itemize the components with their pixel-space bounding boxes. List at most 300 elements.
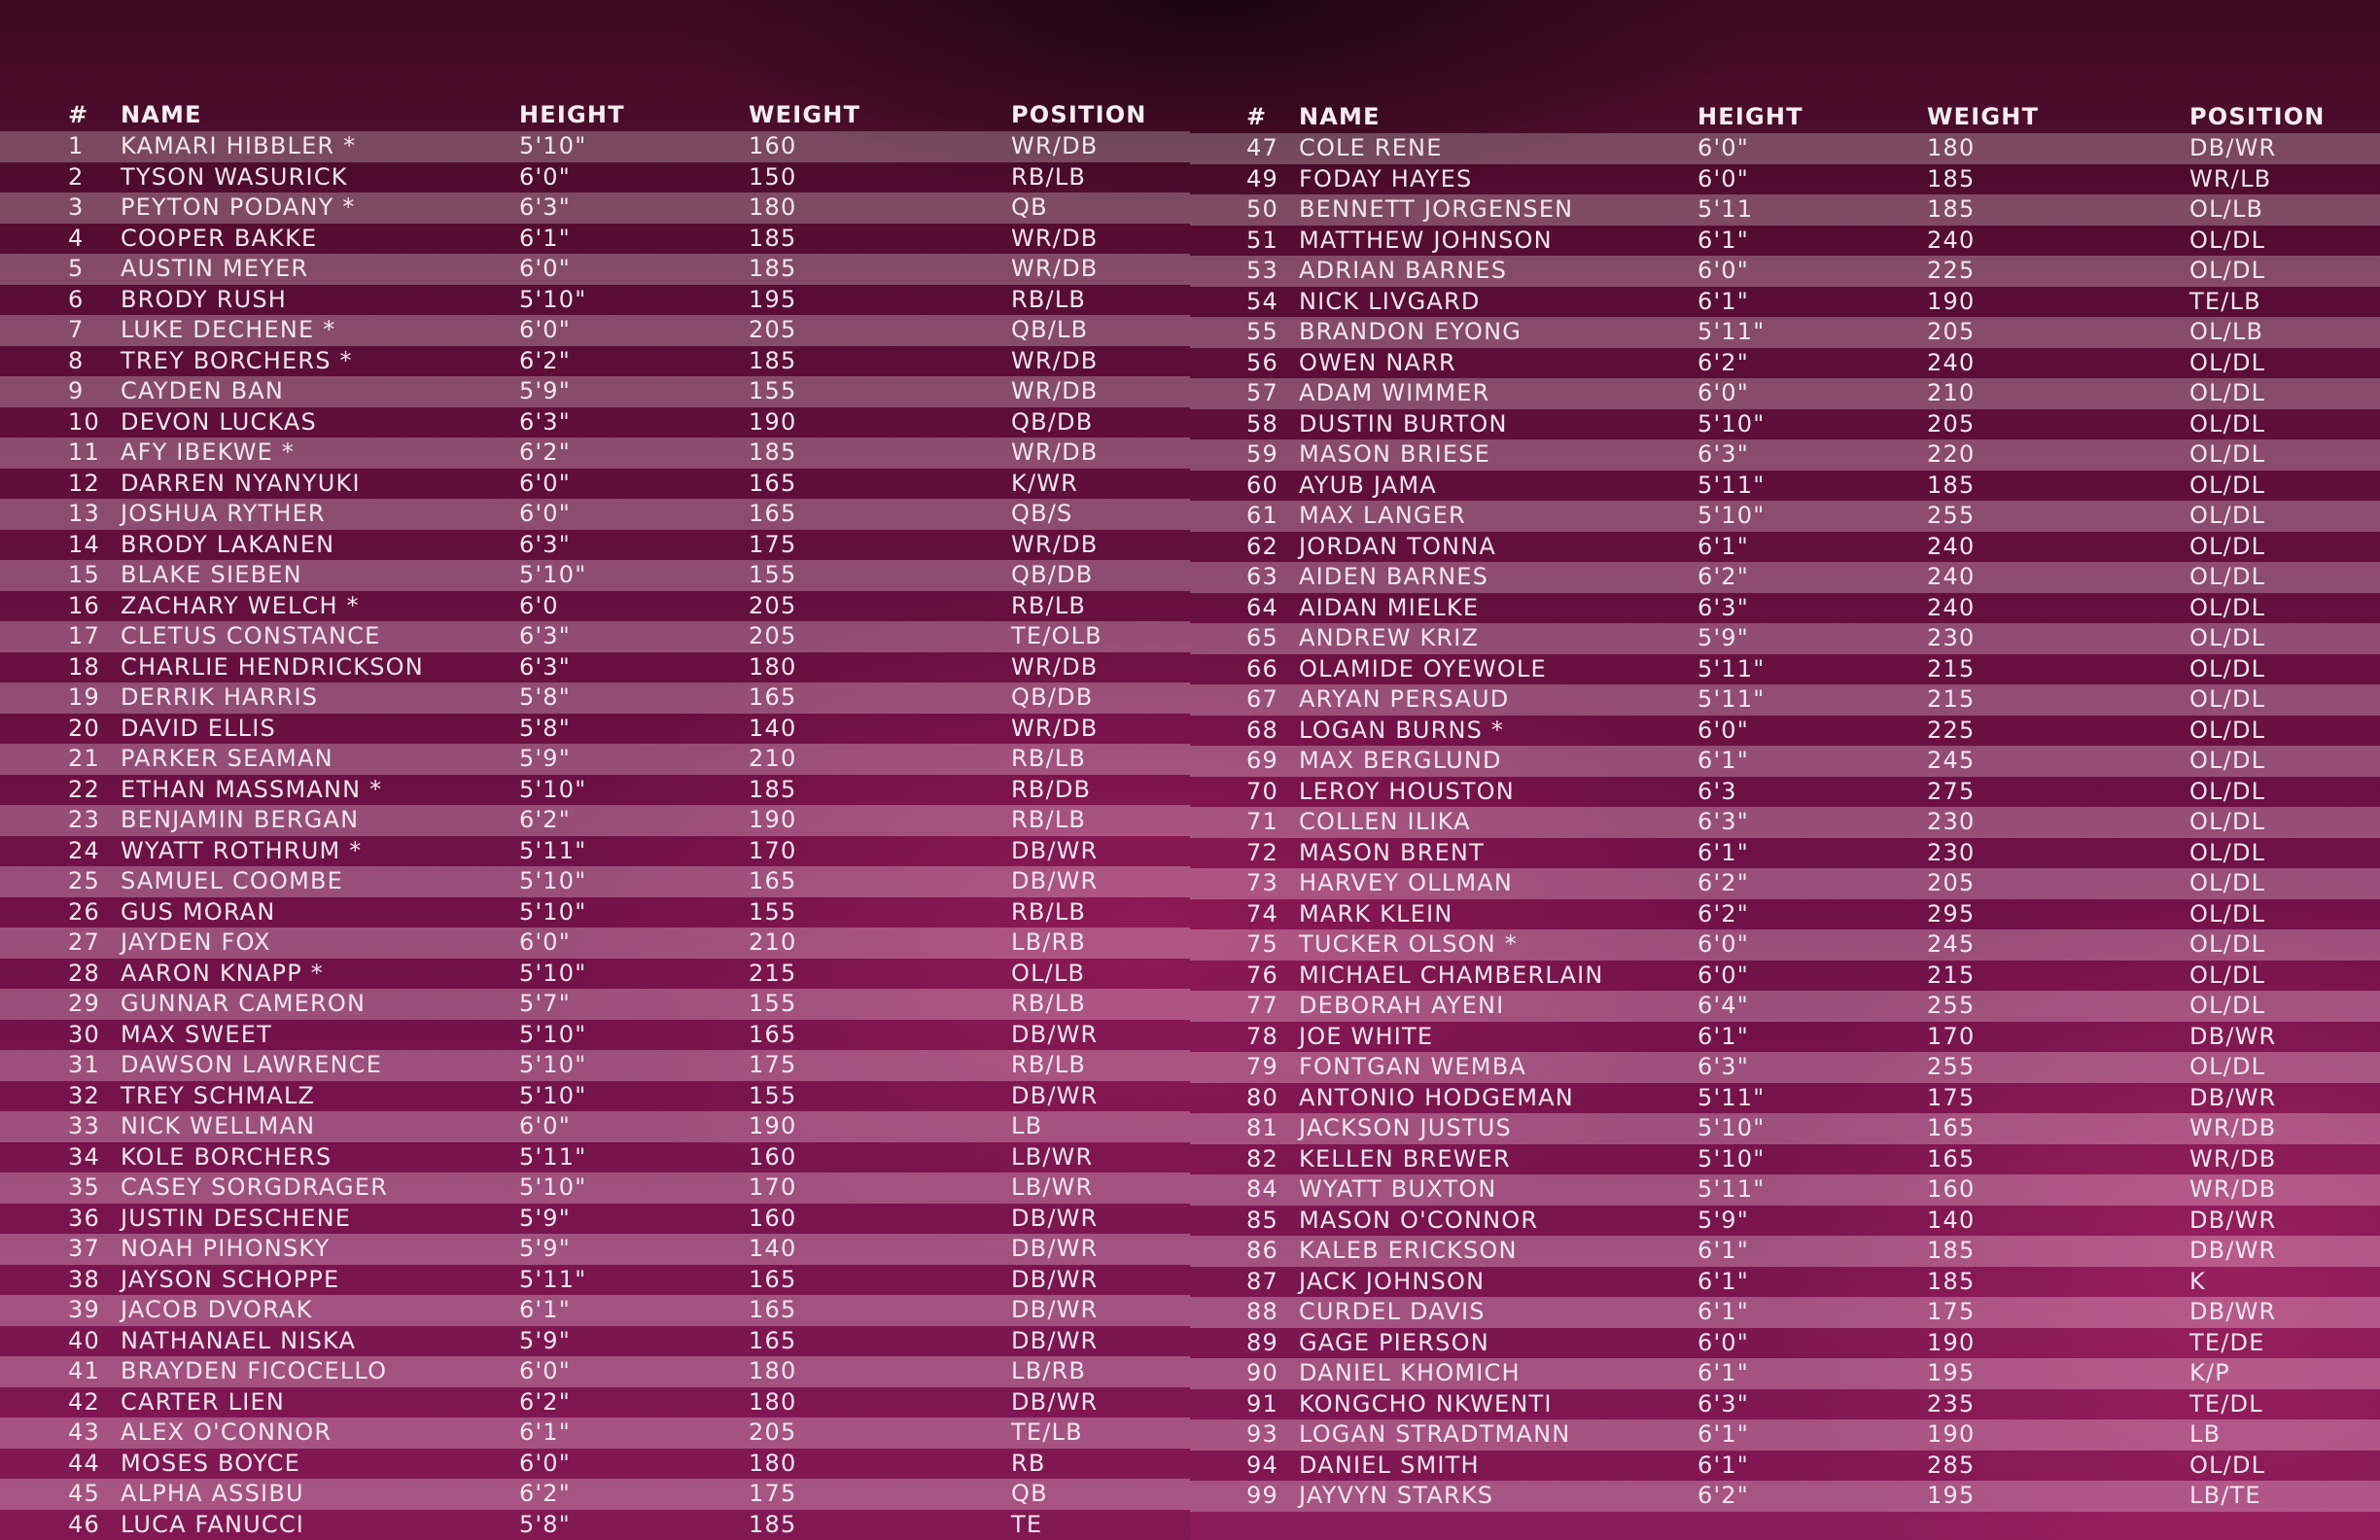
player-number: 36 [68,1204,100,1232]
player-position: DB/WR [2189,1083,2277,1111]
player-position: OL/DL [2189,532,2266,560]
player-height: 6'2" [519,1480,571,1507]
roster-row [0,1326,1190,1357]
player-height: 6'0" [1698,930,1749,958]
player-weight: 180 [749,1387,797,1416]
player-number: 67 [1246,685,1278,713]
player-height: 6'2" [1698,1482,1749,1509]
roster-header [0,100,1190,131]
roster-row [1190,654,2380,685]
player-name: WYATT ROTHRUM * [121,836,363,864]
player-height: 5'10" [519,775,587,803]
player-height: 6'0" [1698,1328,1749,1356]
player-height: 6'1" [1698,287,1749,315]
player-name: SAMUEL COOMBE [121,867,344,894]
player-weight: 165 [1927,1144,1976,1172]
player-height: 5'11" [519,836,587,864]
player-number: 63 [1246,563,1278,590]
player-position: OL/DL [2189,593,2266,621]
roster-row [0,714,1190,745]
player-position: WR/DB [1011,224,1099,252]
player-position: OL/LB [2189,195,2264,223]
player-position: OL/DL [2189,1451,2266,1479]
player-number: 3 [68,193,85,221]
player-position: OL/DL [2189,502,2266,529]
player-position: TE/DL [2189,1389,2263,1418]
player-weight: 205 [1927,409,1976,438]
player-number: 7 [68,316,85,343]
player-position: OL/DL [2189,1053,2266,1080]
player-height: 6'0" [519,469,571,497]
player-position: OL/DL [2189,961,2266,989]
player-position: OL/DL [2189,930,2266,958]
player-weight: 185 [749,438,797,466]
player-weight: 185 [1927,1267,1976,1295]
player-height: 5'10" [519,897,587,926]
player-position: LB/RB [1011,928,1087,956]
roster-row [0,775,1190,806]
roster-row [0,744,1190,775]
roster-row [1190,1358,2380,1389]
roster-row [0,1050,1190,1081]
player-position: OL/DL [2189,777,2266,805]
player-position: RB/LB [1011,285,1087,313]
roster-row [0,224,1190,255]
player-height: 6'2" [1698,899,1749,928]
player-name: COLLEN ILIKA [1299,808,1471,835]
player-weight: 230 [1927,808,1976,835]
roster-row [1190,991,2380,1022]
player-position: K [2189,1267,2206,1295]
player-height: 5'9" [519,1326,571,1354]
player-position: QB [1011,193,1048,221]
player-number: 90 [1246,1359,1278,1386]
player-name: AUSTIN MEYER [121,255,309,282]
player-weight: 240 [1927,593,1976,621]
roster-row [1190,532,2380,563]
player-height: 6'1" [1698,1420,1749,1448]
player-height: 6'0 [519,591,559,619]
player-number: 34 [68,1142,100,1171]
roster-row [0,376,1190,407]
player-name: KALEB ERICKSON [1299,1237,1518,1264]
player-name: ARYAN PERSAUD [1299,685,1510,713]
player-number: 33 [68,1112,100,1139]
player-number: 86 [1246,1237,1278,1264]
player-position: TE/LB [2189,287,2261,315]
player-name: MARK KLEIN [1299,899,1453,928]
player-name: KELLEN BREWER [1299,1144,1511,1172]
header-weight: WEIGHT [749,101,861,128]
player-height: 6'0" [1698,134,1749,161]
player-position: DB/WR [1011,1081,1099,1109]
player-number: 50 [1246,195,1278,223]
roster-row [0,530,1190,561]
player-name: BRANDON EYONG [1299,318,1522,345]
player-weight: 175 [1927,1298,1976,1325]
player-height: 6'1" [1698,1359,1749,1386]
player-weight: 165 [749,867,797,894]
player-name: ETHAN MASSMANN * [121,775,383,803]
player-position: K/P [2189,1359,2230,1386]
player-height: 5'10" [519,561,587,588]
roster-row [1190,409,2380,440]
roster-row [1190,317,2380,348]
player-weight: 160 [749,1142,797,1171]
player-position: RB/LB [1011,897,1087,926]
player-name: BRAYDEN FICOCELLO [121,1357,388,1384]
roster-row [0,866,1190,897]
player-weight: 275 [1927,777,1976,805]
player-name: KAMARI HIBBLER * [121,132,357,159]
player-number: 94 [1246,1451,1278,1479]
player-height: 6'1" [1698,1237,1749,1264]
player-number: 71 [1246,808,1278,835]
roster-row [1190,439,2380,471]
player-height: 5'9" [1698,1206,1749,1234]
player-name: FODAY HAYES [1299,164,1473,192]
roster-row [1190,164,2380,195]
roster-row [1190,348,2380,379]
player-weight: 150 [749,162,797,191]
player-weight: 295 [1927,899,1976,928]
player-name: TREY BORCHERS * [121,346,353,374]
player-position: OL/DL [2189,440,2266,468]
player-weight: 215 [1927,961,1976,989]
player-weight: 160 [1927,1175,1976,1203]
player-name: MASON O'CONNOR [1299,1206,1539,1234]
player-number: 10 [68,407,100,436]
player-position: WR/DB [2189,1144,2277,1172]
roster-row [0,1356,1190,1387]
player-position: DB/WR [1011,1326,1099,1354]
player-height: 6'0" [1698,716,1749,744]
player-number: 46 [68,1510,100,1538]
roster-row [0,346,1190,377]
player-name: ADRIAN BARNES [1299,257,1508,284]
roster-row [0,469,1190,500]
roster-row [1190,562,2380,593]
player-position: OL/DL [2189,379,2266,406]
player-name: GUS MORAN [121,897,276,926]
player-position: QB/DB [1011,561,1094,588]
player-height: 6'2" [519,806,571,833]
player-position: OL/DL [2189,716,2266,744]
player-number: 32 [68,1081,100,1109]
player-name: LOGAN STRADTMANN [1299,1420,1571,1448]
player-height: 5'8" [519,714,571,742]
player-weight: 160 [749,132,797,159]
roster-row [0,897,1190,928]
player-height: 6'2" [519,1387,571,1416]
player-name: JACKSON JUSTUS [1299,1114,1512,1141]
player-number: 65 [1246,624,1278,651]
header-position: POSITION [1011,101,1147,128]
player-position: WR/LB [2189,164,2272,192]
player-name: TUCKER OLSON * [1299,930,1518,958]
roster-row [0,1111,1190,1142]
player-weight: 165 [1927,1114,1976,1141]
player-height: 5'11" [1698,1175,1766,1203]
player-weight: 215 [1927,654,1976,682]
roster-row [1190,1144,2380,1175]
player-weight: 155 [749,990,797,1017]
player-weight: 170 [1927,1022,1976,1050]
player-name: CARTER LIEN [121,1387,286,1416]
player-number: 76 [1246,961,1278,989]
player-weight: 255 [1927,992,1976,1019]
player-height: 6'1" [1698,1298,1749,1325]
player-weight: 140 [749,1235,797,1262]
header-number: # [1246,103,1268,130]
player-number: 37 [68,1235,100,1262]
roster-row [1190,1236,2380,1267]
player-height: 5'10" [1698,409,1766,438]
roster-row [1190,501,2380,532]
player-number: 11 [68,438,100,466]
player-position: TE/DE [2189,1328,2265,1356]
player-position: TE [1011,1510,1043,1538]
player-height: 6'0" [1698,164,1749,192]
player-weight: 205 [749,591,797,619]
roster-row [1190,1052,2380,1083]
player-name: BRODY LAKANEN [121,530,335,558]
player-weight: 165 [749,1020,797,1048]
player-name: DEBORAH AYENI [1299,992,1505,1019]
player-weight: 140 [1927,1206,1976,1234]
player-number: 38 [68,1265,100,1293]
player-weight: 210 [749,745,797,772]
player-number: 40 [68,1326,100,1354]
player-height: 6'3" [519,407,571,436]
player-number: 20 [68,714,100,742]
player-height: 6'4" [1698,992,1749,1019]
player-height: 5'9" [519,745,571,772]
player-number: 19 [68,683,100,711]
roster-row [1190,1174,2380,1206]
player-weight: 195 [749,285,797,313]
player-number: 21 [68,745,100,772]
player-height: 6'3" [1698,808,1749,835]
player-name: ADAM WIMMER [1299,379,1490,406]
player-name: DUSTIN BURTON [1299,409,1508,438]
roster-row [1190,684,2380,716]
player-name: JOE WHITE [1299,1022,1434,1050]
player-weight: 240 [1927,226,1976,254]
player-height: 6'3" [519,530,571,558]
player-weight: 240 [1927,532,1976,560]
player-weight: 205 [1927,869,1976,896]
player-height: 6'0" [519,1112,571,1139]
player-name: CAYDEN BAN [121,377,285,404]
player-number: 62 [1246,532,1278,560]
player-height: 5'9" [1698,624,1749,651]
player-name: MICHAEL CHAMBERLAIN [1299,961,1604,989]
player-number: 59 [1246,440,1278,468]
player-height: 5'10" [519,132,587,159]
player-number: 22 [68,775,100,803]
player-height: 5'9" [519,377,571,404]
roster-row [1190,838,2380,869]
player-name: NOAH PIHONSKY [121,1235,331,1262]
player-name: MAX SWEET [121,1020,272,1048]
player-position: DB/WR [2189,1206,2277,1234]
player-weight: 180 [749,1449,797,1477]
roster-row [0,254,1190,285]
player-name: NICK WELLMAN [121,1112,316,1139]
player-weight: 190 [1927,1328,1976,1356]
player-number: 27 [68,928,100,956]
player-weight: 195 [1927,1482,1976,1509]
player-position: OL/DL [2189,348,2266,376]
player-position: OL/DL [2189,869,2266,896]
player-number: 93 [1246,1420,1278,1448]
player-number: 14 [68,530,100,558]
header-number: # [68,101,89,128]
roster-row [0,1449,1190,1480]
player-weight: 240 [1927,348,1976,376]
roster-row [1190,777,2380,808]
player-position: LB/WR [1011,1173,1094,1201]
player-position: WR/DB [1011,652,1099,681]
player-position: DB/WR [1011,1265,1099,1293]
player-number: 24 [68,836,100,864]
roster-row [1190,194,2380,226]
player-number: 70 [1246,777,1278,805]
player-name: ZACHARY WELCH * [121,591,360,619]
player-name: KOLE BORCHERS [121,1142,332,1171]
player-position: LB [2189,1420,2222,1448]
player-height: 5'10" [1698,502,1766,529]
player-number: 57 [1246,379,1278,406]
roster-row [0,438,1190,469]
player-weight: 160 [749,1204,797,1232]
player-weight: 220 [1927,440,1976,468]
roster-row [0,1142,1190,1173]
player-height: 5'11" [1698,318,1766,345]
player-name: MATTHEW JOHNSON [1299,226,1553,254]
player-name: ALEX O'CONNOR [121,1418,332,1446]
header-name: NAME [121,101,202,128]
player-position: RB/LB [1011,806,1087,833]
roster-row [0,591,1190,622]
player-position: DB/WR [2189,1298,2277,1325]
player-weight: 190 [749,1112,797,1139]
player-number: 6 [68,285,85,313]
player-height: 5'11" [519,1142,587,1171]
player-height: 6'1" [519,224,571,252]
player-number: 47 [1246,134,1278,161]
player-name: LUKE DECHENE * [121,316,336,343]
player-position: WR/DB [1011,346,1099,374]
roster-row [0,1387,1190,1418]
player-number: 79 [1246,1053,1278,1080]
player-height: 5'7" [519,990,571,1017]
player-number: 29 [68,990,100,1017]
player-name: PEYTON PODANY * [121,193,356,221]
player-number: 49 [1246,164,1278,192]
player-name: ANDREW KRIZ [1299,624,1480,651]
player-position: TE/OLB [1011,622,1102,649]
player-name: DERRIK HARRIS [121,683,319,711]
player-position: OL/DL [2189,685,2266,713]
player-name: JAYSON SCHOPPE [121,1265,340,1293]
player-position: DB/WR [1011,1296,1099,1323]
player-number: 31 [68,1051,100,1078]
player-number: 4 [68,224,85,252]
player-position: WR/DB [1011,714,1099,742]
player-weight: 180 [749,193,797,221]
player-position: OL/DL [2189,226,2266,254]
player-name: CASEY SORGDRAGER [121,1173,389,1201]
player-height: 6'1" [1698,747,1749,774]
player-height: 5'8" [519,683,571,711]
player-name: COLE RENE [1299,134,1443,161]
player-height: 5'9" [519,1235,571,1262]
roster-row [0,989,1190,1020]
player-position: OL/DL [2189,899,2266,928]
player-name: AYUB JAMA [1299,471,1437,499]
roster-row [1190,593,2380,624]
player-position: QB/DB [1011,683,1094,711]
player-weight: 185 [1927,164,1976,192]
player-number: 17 [68,622,100,649]
roster-row [0,1234,1190,1265]
roster-row [0,1020,1190,1051]
player-number: 72 [1246,838,1278,866]
player-name: OLAMIDE OYEWOLE [1299,654,1547,682]
player-name: JACOB DVORAK [121,1296,313,1323]
player-weight: 285 [1927,1451,1976,1479]
player-weight: 170 [749,836,797,864]
player-name: BENJAMIN BERGAN [121,806,360,833]
roster-row [1190,746,2380,777]
player-name: GAGE PIERSON [1299,1328,1489,1356]
player-name: BENNETT JORGENSEN [1299,195,1574,223]
player-name: KONGCHO NKWENTI [1299,1389,1553,1418]
player-position: OL/DL [2189,471,2266,499]
player-name: LUCA FANUCCI [121,1510,305,1538]
player-name: AIDEN BARNES [1299,563,1489,590]
player-number: 30 [68,1020,100,1048]
player-height: 6'3 [1698,777,1737,805]
roster-row [0,1172,1190,1204]
player-height: 6'2" [1698,348,1749,376]
player-height: 6'2" [519,438,571,466]
player-height: 6'0" [519,1449,571,1477]
roster-row [0,652,1190,683]
player-weight: 245 [1927,930,1976,958]
player-height: 6'1" [1698,1022,1749,1050]
roster-row [1190,1481,2380,1512]
player-height: 6'2" [1698,869,1749,896]
player-weight: 210 [1927,379,1976,406]
player-height: 6'0" [1698,379,1749,406]
player-height: 5'10" [519,1051,587,1078]
player-number: 51 [1246,226,1278,254]
player-position: LB/RB [1011,1357,1087,1384]
player-position: QB/LB [1011,316,1089,343]
player-name: JORDAN TONNA [1299,532,1496,560]
player-weight: 155 [749,1081,797,1109]
player-position: LB/TE [2189,1482,2261,1509]
player-number: 13 [68,500,100,527]
roster-row [1190,378,2380,409]
roster-row [0,162,1190,193]
player-number: 42 [68,1387,100,1416]
player-number: 68 [1246,716,1278,744]
player-number: 43 [68,1418,100,1446]
